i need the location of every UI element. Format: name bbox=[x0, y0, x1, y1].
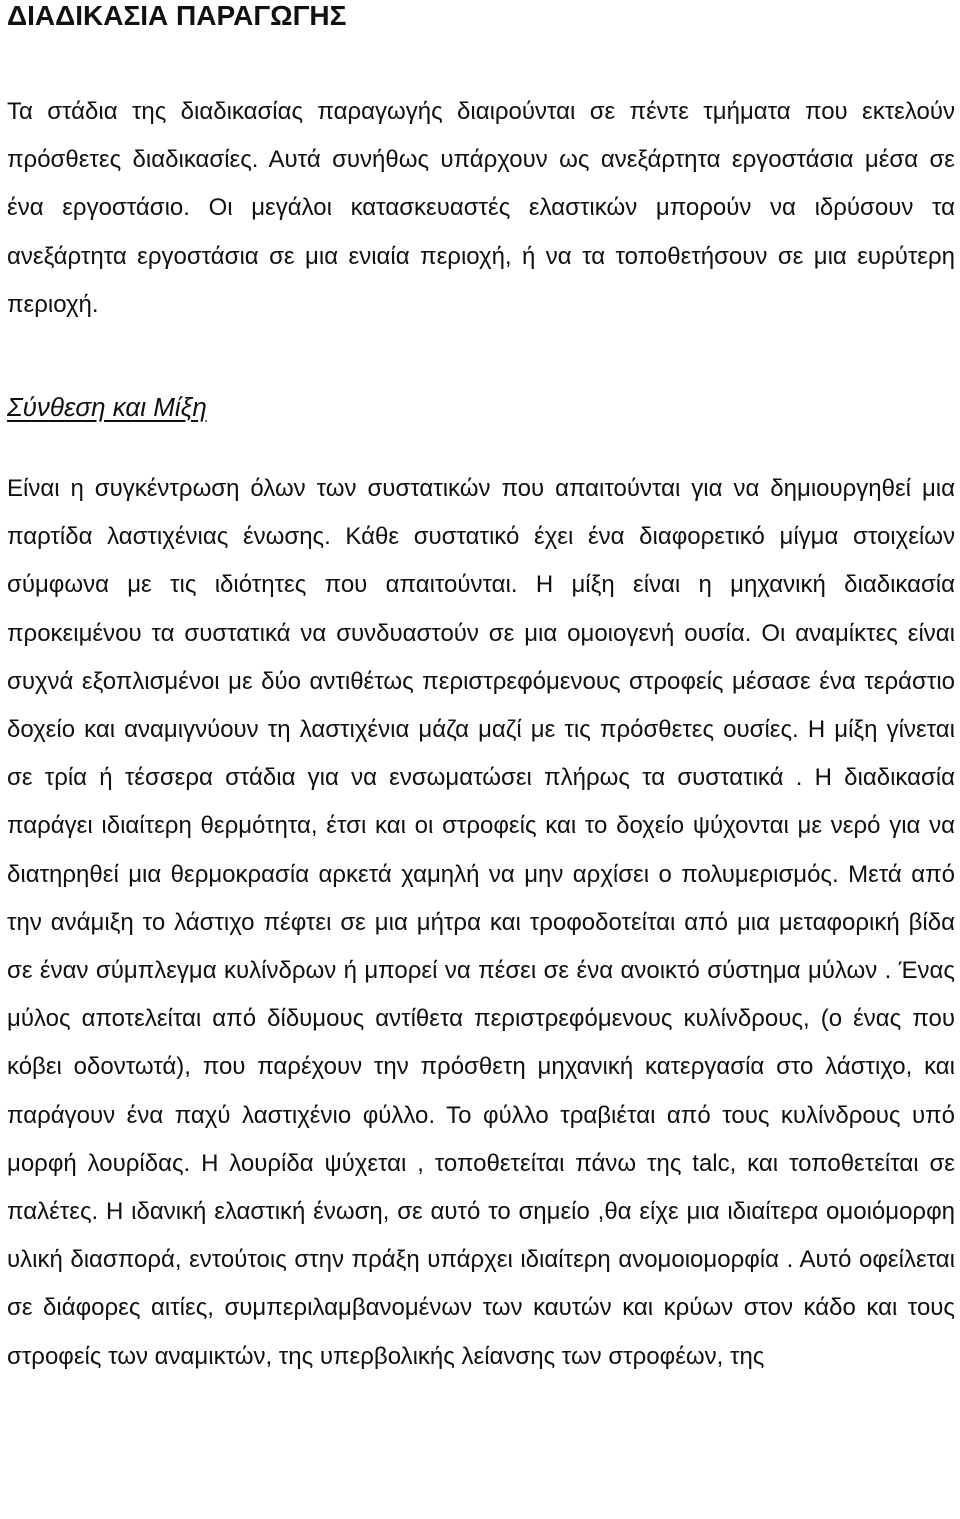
section-body-paragraph: Είναι η συγκέντρωση όλων των συστατικών που απαιτούνται για να δημιουργηθεί μια παρτίδα λαστιχένιας ένωσης. Κάθε συστατικό έχει ένα διαφορετικό μίγμα στοιχείων σύμφωνα με τις ιδιότητες που απαιτούνται. Η μίξη είναι η μηχανική διαδικασία προκειμένου τα συστατικά να συνδυαστούν σε μια ομοιογενή ουσία. Οι αναμίκτες είναι συχνά εξοπλισμένοι με δύο αντιθέτως περιστρεφόμενους στροφείς μέσασε ένα τεράστιο δοχείο και αναμιγνύουν τη λαστιχένια μάζα μαζί με τις πρόσθετες ουσίες. Η μίξη γίνεται σε τρία ή τέσσερα στάδια για να ενσωματώσει πλήρως τα συστατικά . Η διαδικασία παράγει ιδιαίτερη θερμότητα, έτσι και οι στροφείς και το δοχείο ψύχονται με νερό για να διατηρηθεί μια θερμοκρασία αρκετά χαμηλή να μην αρχίσει ο πολυμερισμός. Μετά από την ανάμιξη το λάστιχο πέφτει σε μια μήτρα και τροφοδοτείται από μια μεταφορική βίδα σε έναν σύμπλεγμα κυλίνδρων ή μπορεί να πέσει σε ένα ανοικτό σύστημα μύλων . Ένας μύλος αποτελείται από δίδυμους αντίθετα περιστρεφόμενους κυλίνδρους, (ο ένας που κόβει οδοντωτά), που παρέχουν την πρόσθετη μηχανική κατεργασία στο λάστιχο, και παράγουν ένα παχύ λαστιχένιο φύλλο. Το φύλλο τραβιέται από τους κυλίνδρους υπό μορφή λουρίδας. Η λουρίδα ψύχεται , τοποθετείται πάνω της talc, και τοποθετείται σε παλέτες. Η ιδανική ελαστική ένωση, σε αυτό το σημείο ,θα είχε μια ιδιαίτερα ομοιόμορφη υλική διασπορά, εντούτοις στην πράξη υπάρχει ιδιαίτερη ανομοιομορφία . Αυτό οφείλεται σε διάφορες αιτίες, συμπεριλαμβανομένων των καυτών και κρύων στον κάδο και τους στροφείς των αναμικτών, της υπερβολικής λείανσης των στροφέων, της bbox=[7, 475, 955, 1370]
section-heading: Σύνθεση και Μίξη bbox=[7, 392, 207, 423]
document-page bbox=[7, 0, 955, 1381]
intro-paragraph: Τα στάδια της διαδικασίας παραγωγής διαιρούνται σε πέντε τμήματα που εκτελούν πρόσθετες διαδικασίες. Αυτά συνήθως υπάρχουν ως ανεξάρτητα εργοστάσια μέσα σε ένα εργοστάσιο. Οι μεγάλοι κατασκευαστές ελαστικών μπορούν να ιδρύσουν τα ανεξάρτητα εργοστάσια σε μια ενιαία περιοχή, ή να τα τοποθετήσουν σε μια ευρύτερη περιοχή. bbox=[7, 98, 955, 318]
page-title: ΔΙΑΔΙΚΑΣΙΑ ΠΑΡΑΓΩΓΗΣ bbox=[7, 0, 347, 31]
